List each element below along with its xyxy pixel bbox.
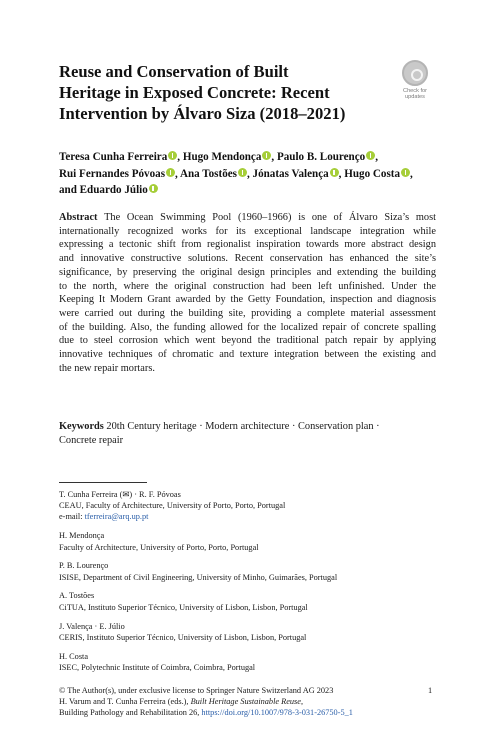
affiliation-authors: H. Mendonça [59, 531, 105, 541]
author-name: Teresa Cunha Ferreira [59, 151, 168, 163]
affiliation-institution: ISISE, Department of Civil Engineering, University of Minho, Guimarães, Portugal [59, 572, 338, 582]
affiliation-block [59, 530, 439, 552]
abstract-line: expressing a tectonic shift from regionalist inspiration towards more abstract design [59, 239, 436, 251]
abstract-line: to the north, where the original construction had been left unfinished. Under the [59, 280, 436, 292]
doi-link[interactable]: https://doi.org/10.1007/978-3-031-26750-5_1 [201, 708, 353, 718]
abstract-line: due to steel corrosion which went beyond the traditional patch repair by applying [59, 335, 436, 347]
keywords-line: Keywords 20th Century heritage · Modern architecture · Conservation plan · [59, 421, 380, 432]
editors-line: H. Varum and T. Cunha Ferreira (eds.), Built Heritage Sustainable Reuse, [59, 697, 304, 707]
copyright-line: © The Author(s), under exclusive license to Springer Nature Switzerland AG 2023 [59, 686, 334, 695]
author-name: and Eduardo Júlio [59, 184, 148, 196]
title-line: Heritage in Exposed Concrete: Recent [59, 83, 330, 102]
abstract-section [59, 211, 436, 376]
author-name: Rui Fernandes Póvoas [59, 167, 166, 180]
affiliation-institution: CEAU, Faculty of Architecture, University of Porto, Porto, Portugal [59, 501, 286, 511]
author-name: , Hugo Mendonça [177, 151, 262, 163]
author-name: , Ana Tostões [175, 167, 237, 180]
orcid-icon[interactable] [168, 151, 177, 160]
keywords-heading: Keywords [59, 421, 104, 432]
book-title: Built Heritage Sustainable Reuse [190, 697, 301, 707]
abstract-line: Keeping It Modern Grant awarded by the Getty Foundation, inspection and diagnosis [59, 294, 436, 306]
affiliation-authors: T. Cunha Ferreira (✉) · R. F. Póvoas [59, 490, 181, 499]
author-name: , Paulo B. Lourenço [271, 151, 366, 163]
affiliation-institution: CERIS, Instituto Superior Técnico, University of Lisbon, Lisbon, Portugal [59, 632, 307, 642]
footnote-divider [59, 482, 147, 483]
check-for-updates-icon [402, 60, 428, 86]
check-for-updates-badge[interactable] [399, 60, 431, 102]
author-name: , Hugo Costa [338, 167, 401, 180]
abstract-line: internationally recognized works for its exceptional landscape integration while [59, 225, 436, 237]
abstract-line: significance, by preserving the original design principles and extending the building [59, 266, 436, 278]
email-link[interactable]: tferreira@arq.up.pt [84, 512, 149, 522]
check-for-updates-label: Check for updates [403, 88, 427, 100]
keywords-line: Concrete repair [59, 435, 124, 446]
affiliation-authors: H. Costa [59, 651, 89, 661]
abstract-line: the new repair mortars. [59, 362, 155, 374]
author-line: Teresa Cunha Ferreira , Hugo Mendonça , Paulo B. Lourenço , [59, 151, 378, 163]
abstract-line: were carried out during the building site, providing a complete material assessment [59, 308, 436, 320]
affiliation-authors: J. Valença · E. Júlio [59, 621, 125, 631]
author-list [59, 149, 439, 199]
orcid-icon[interactable] [366, 151, 375, 160]
orcid-icon[interactable] [330, 168, 339, 177]
keywords-section [59, 420, 436, 448]
affiliation-institution: ISEC, Polytechnic Institute of Coimbra, Coimbra, Portugal [59, 662, 256, 672]
orcid-icon[interactable] [166, 168, 175, 177]
title-line: Reuse and Conservation of Built [59, 62, 289, 81]
affiliation-email-line: e-mail: tferreira@arq.up.pt [59, 512, 149, 522]
series-line: Building Pathology and Rehabilitation 26, https://doi.org/10.1007/978-3-031-26750-5_1 [59, 708, 353, 718]
abstract-heading: Abstract [59, 212, 98, 223]
orcid-icon[interactable] [238, 168, 247, 177]
abstract-line: Abstract The Ocean Swimming Pool (1960–1966) is one of Álvaro Siza’s most [59, 212, 436, 223]
abstract-line: innovative techniques of chromatic and texture integration between the existing and [59, 349, 436, 361]
orcid-icon[interactable] [401, 168, 410, 177]
affiliation-institution: Faculty of Architecture, University of Porto, Porto, Portugal [59, 542, 259, 552]
affiliation-institution: CiTUA, Instituto Superior Técnico, University of Lisbon, Lisbon, Portugal [59, 602, 308, 612]
abstract-line: of the building. Also, the funding allowed for the localized repair of concrete spalling [59, 321, 436, 333]
affiliation-block [59, 651, 439, 673]
title-line: Intervention by Álvaro Siza (2018–2021) [59, 104, 346, 123]
affiliation-block [59, 590, 439, 612]
copyright-footer [59, 685, 439, 719]
abstract-line: and innovative constructive solutions. Recent conservation has enhanced the site’s [59, 253, 436, 265]
author-line: Rui Fernandes Póvoas , Ana Tostões , Jónatas Valença , Hugo Costa , [59, 167, 413, 180]
page-number: 1 [428, 686, 433, 695]
author-name: , Jónatas Valença [246, 167, 329, 180]
author-line [59, 182, 439, 199]
affiliation-authors: A. Tostões [59, 591, 95, 601]
affiliation-authors: P. B. Lourenço [59, 561, 109, 571]
paper-title [59, 61, 389, 124]
orcid-icon[interactable] [149, 184, 158, 193]
affiliation-block [59, 489, 439, 523]
affiliations [59, 489, 439, 681]
affiliation-block [59, 560, 439, 582]
affiliation-block [59, 621, 439, 643]
